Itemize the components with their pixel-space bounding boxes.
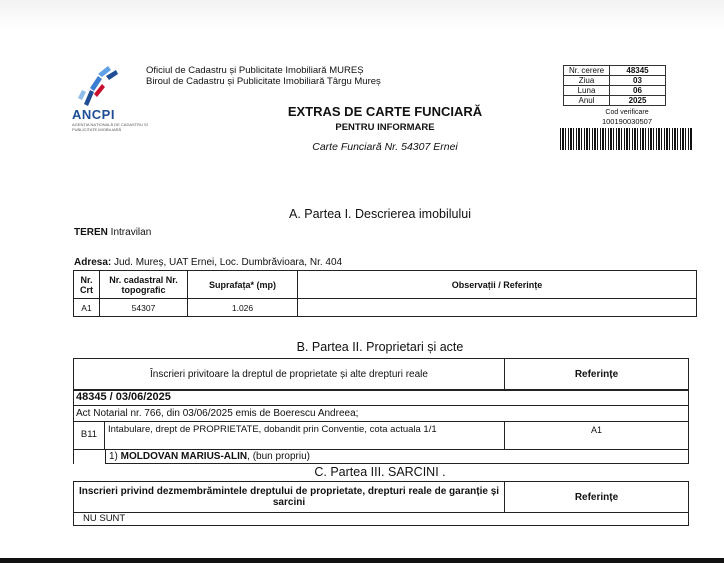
cell-cadastral: 54307: [100, 299, 188, 317]
col-surface: Suprafața* (mp): [188, 271, 298, 299]
office-block: [146, 65, 381, 87]
logo-subtitle: AGENȚIA NAȚIONALĂ DE CADASTRU ȘI PUBLICITATE IMOBILIARĂ: [72, 122, 148, 132]
property-type: [74, 227, 151, 238]
owners-col-main: Înscrieri privitoare la dreptul de proprietate și alte drepturi reale: [74, 359, 505, 389]
part-a-heading: A. Partea I. Descrierea imobilului: [288, 207, 472, 221]
request-info-table: [563, 65, 666, 106]
owner-name: MOLDOVAN MARIUS-ALIN: [120, 451, 248, 462]
request-row: [564, 76, 666, 86]
document-title: EXTRAS DE CARTE FUNCIARĂ: [287, 104, 483, 119]
notarial-act: Act Notarial nr. 766, din 03/06/2025 emis de Boerescu Andreea;: [73, 406, 689, 422]
charges-table-header: [73, 481, 689, 513]
owners-table-header: [73, 358, 689, 390]
owner-suffix: , (bun propriu): [247, 451, 310, 462]
charges-col-main: Inscrieri privind dezmembrămintele dreptului de proprietate, drepturi reale de garanție și sarcini: [74, 482, 505, 512]
owners-col-ref: Referințe: [574, 368, 619, 380]
owner-indent: [73, 450, 105, 464]
verification-code-value: 100190030507: [601, 117, 653, 126]
request-row: [564, 96, 666, 106]
col-cadastral: Nr. cadastral Nr. topografic: [100, 271, 188, 299]
address-value: Jud. Mureș, UAT Ernei, Loc. Dumbrăvioara, Nr. 404: [111, 257, 343, 268]
owner-line: [105, 450, 689, 464]
barcode-icon: [560, 128, 693, 150]
ancpi-logo-icon: [76, 64, 122, 106]
page-top-shade: [0, 0, 724, 30]
entry-b11-ref: A1: [505, 422, 689, 450]
carte-funciara-number: Carte Funciară Nr. 54307 Ernei: [312, 141, 458, 153]
request-label: Anul: [564, 96, 610, 106]
owner-prefix: 1): [109, 451, 121, 462]
office-line-1: Oficiul de Cadastru și Publicitate Imobiliară MUREȘ: [146, 65, 364, 76]
table-row: [74, 299, 697, 317]
bottom-edge: [0, 558, 724, 563]
property-table-header: [74, 271, 697, 299]
office-line-2: Biroul de Cadastru și Publicitate Imobiliară Târgu Mureș: [146, 76, 381, 87]
part-b-heading: B. Partea II. Proprietari și acte: [296, 340, 464, 354]
entry-date: 48345 / 03/06/2025: [73, 390, 689, 406]
request-label: Luna: [564, 86, 610, 96]
request-label: Nr. cerere: [564, 66, 610, 76]
property-type-bold: TEREN: [74, 227, 108, 238]
entry-b11-label: B11: [73, 422, 105, 450]
property-table: [73, 270, 697, 317]
request-row: [564, 86, 666, 96]
document-subtitle: PENTRU INFORMARE: [335, 122, 435, 133]
cell-surface: 1.026: [188, 299, 298, 317]
request-value: 03: [610, 76, 666, 86]
request-value: 2025: [610, 96, 666, 106]
request-label: Ziua: [564, 76, 610, 86]
property-address: [74, 257, 342, 268]
part-c-heading: C. Partea III. SARCINI .: [314, 465, 446, 479]
col-nr-crt: Nr. Crt: [74, 271, 100, 299]
entry-b11-text: Intabulare, drept de PROPRIETATE, dobandit prin Conventie, cota actuala 1/1: [105, 422, 505, 450]
cell-observations: [298, 299, 697, 317]
property-type-rest: Intravilan: [107, 227, 152, 238]
verification-code-label: Cod verificare: [605, 109, 649, 116]
charges-row: NU SUNT: [73, 513, 689, 526]
logo-text: ANCPI: [72, 107, 115, 122]
address-label: Adresa:: [74, 257, 112, 268]
cell-nr: A1: [74, 299, 100, 317]
request-value: 48345: [610, 66, 666, 76]
col-observations: Observații / Referințe: [298, 271, 697, 299]
request-row: [564, 66, 666, 76]
request-value: 06: [610, 86, 666, 96]
charges-col-ref: Referințe: [574, 491, 619, 503]
